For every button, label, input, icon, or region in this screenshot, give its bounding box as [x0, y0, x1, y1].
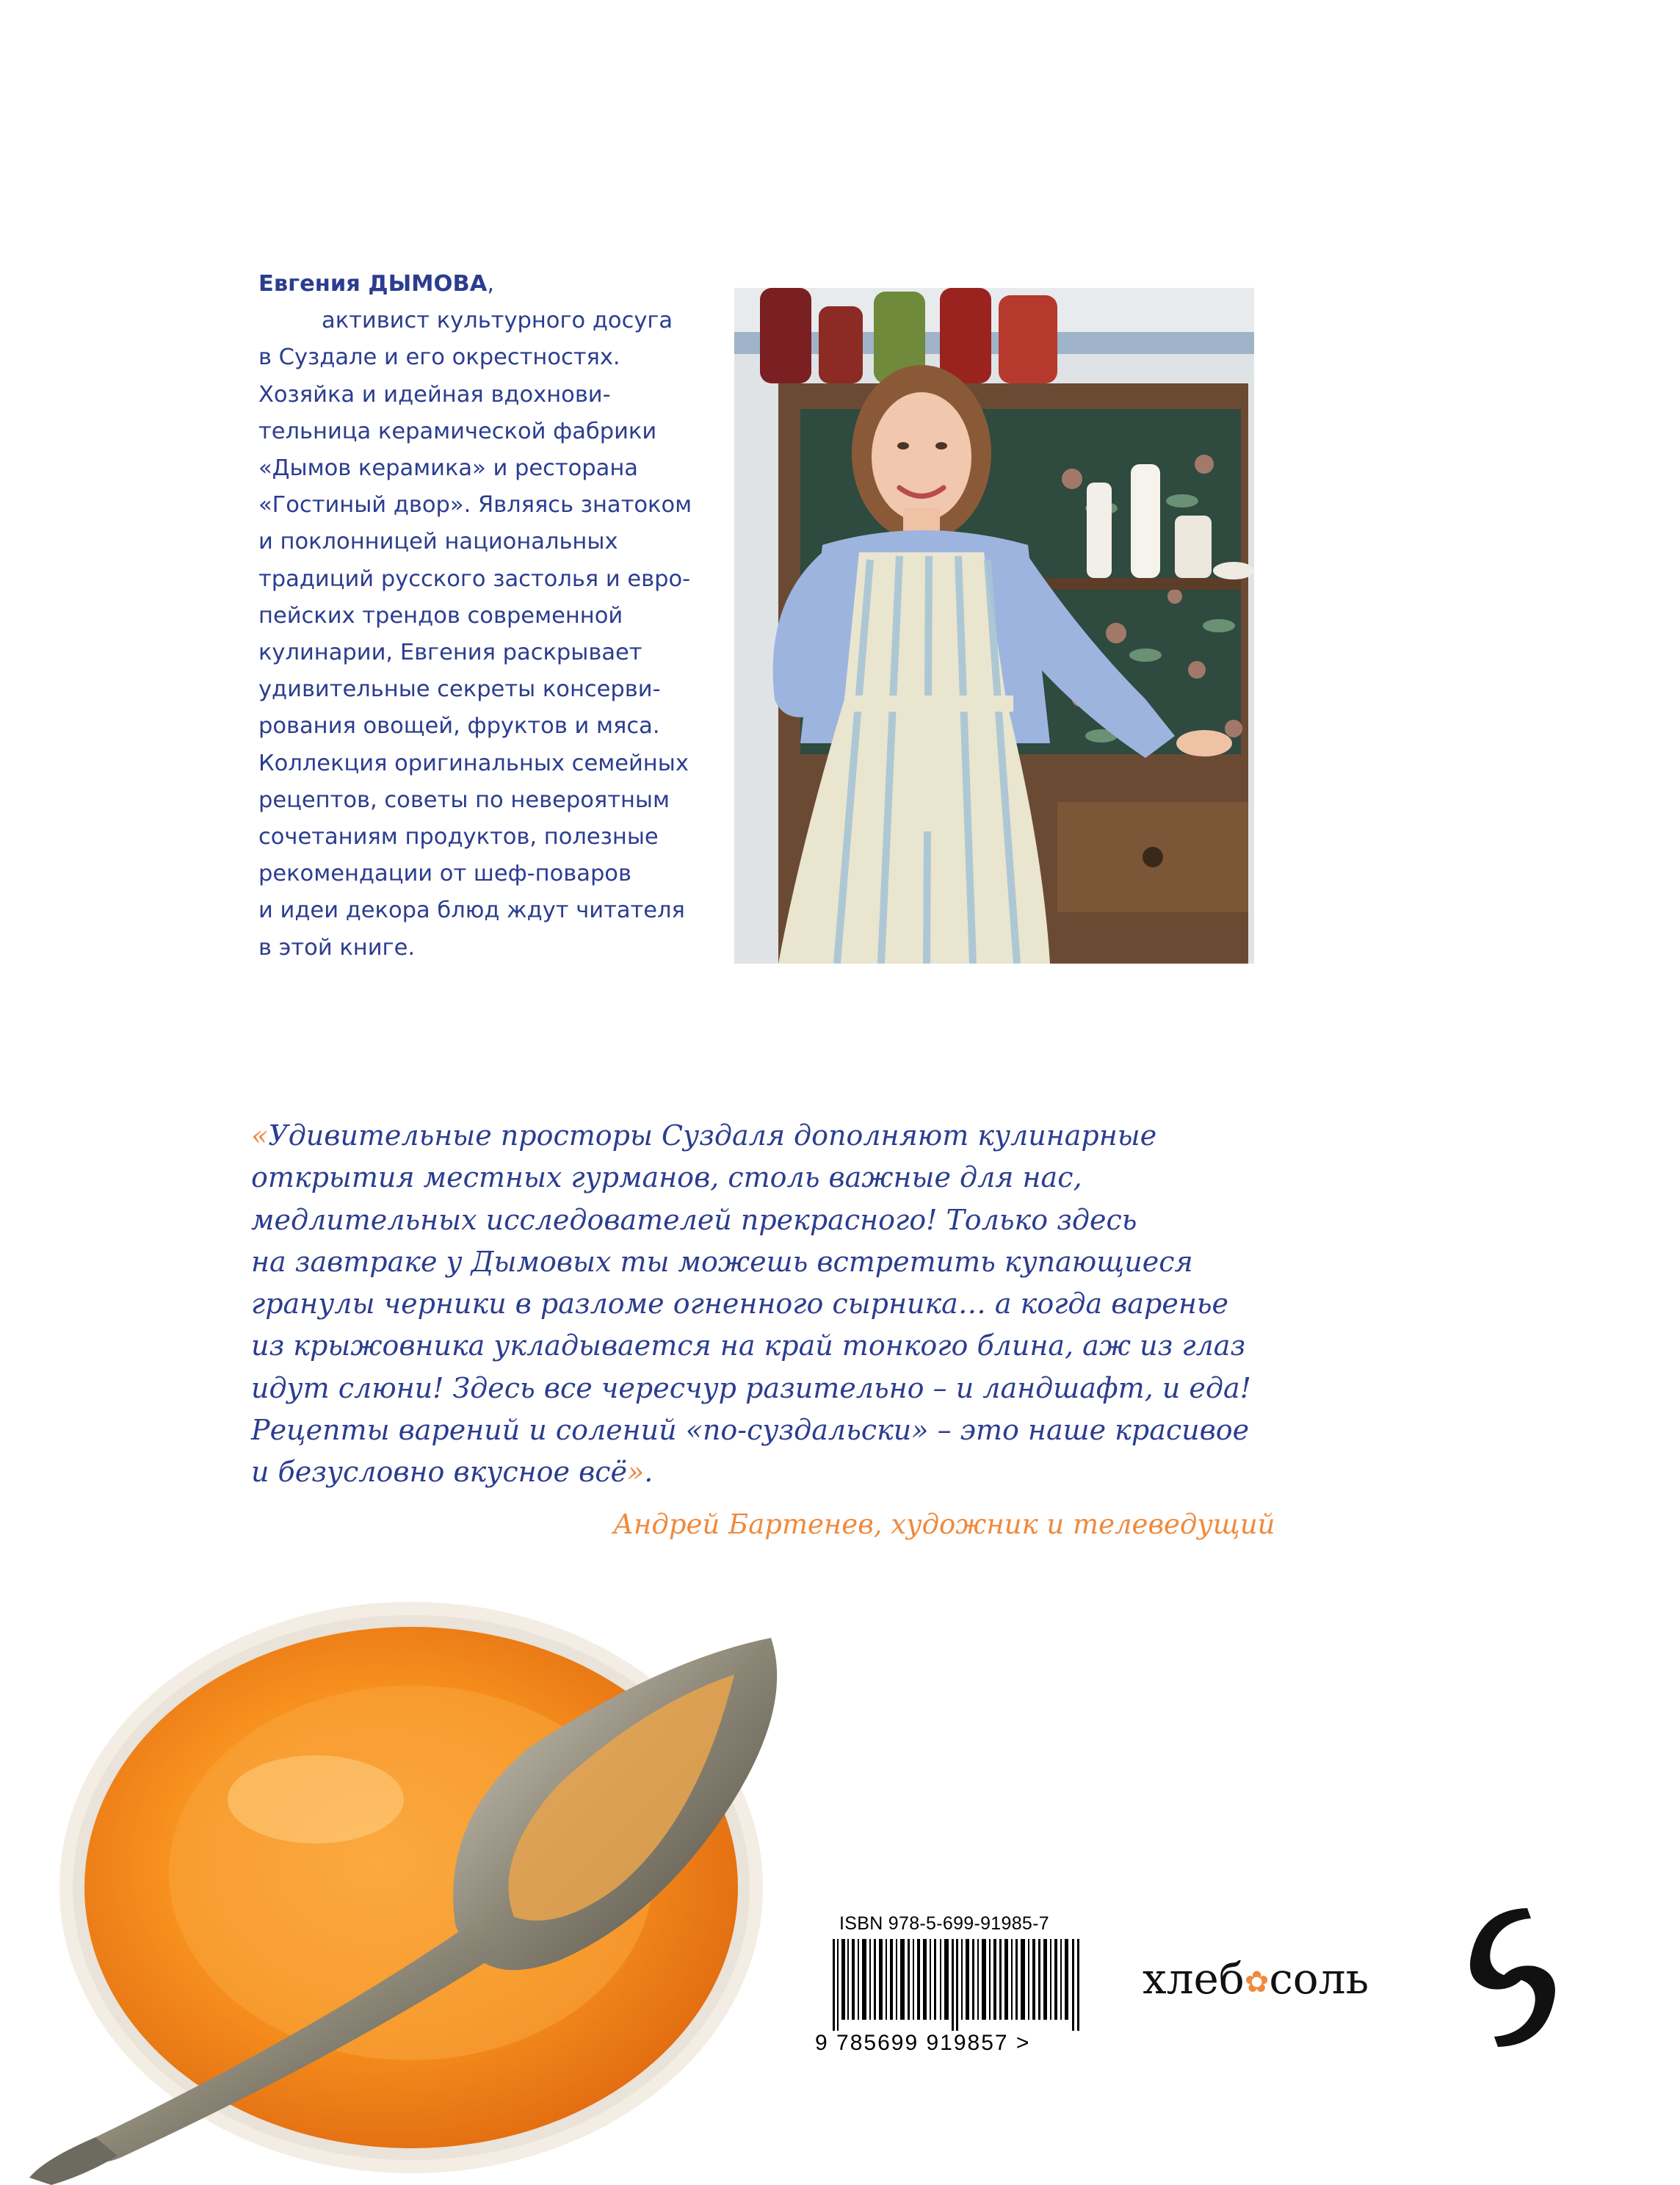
quote-open-mark: « [251, 1119, 269, 1152]
quote-line: идут слюни! Здесь все чересчур разительно – и ландшафт, и еда! [251, 1371, 1251, 1404]
quote-close-mark: » [626, 1456, 645, 1489]
bio-line: кулинарии, Евгения раскрывает [258, 640, 642, 666]
bio-line: и идеи декора блюд ждут читателя [258, 898, 685, 924]
quote-attribution: Андрей Бартенев, художник и телеведущий [613, 1509, 1275, 1540]
bio-line: Хозяйка и идейная вдохнови- [258, 381, 611, 408]
bio-line: в этой книге. [258, 934, 416, 961]
eksmo-logo [1458, 1902, 1568, 2053]
bio-line: пейских трендов современной [258, 602, 623, 629]
quote-line: «Удивительные просторы Суздаля дополняют кулинарные [251, 1119, 1157, 1152]
bio-line: «Дымов керамика» и ресторана [258, 455, 638, 482]
quote-line: на завтраке у Дымовых ты можешь встретить купающиеся [251, 1245, 1193, 1278]
bio-line: сочетаниям продуктов, полезные [258, 824, 659, 850]
quote-line: медлительных исследователей прекрасного! Только здесь [251, 1203, 1137, 1236]
barcode [830, 1939, 1083, 2031]
jam-jar-image [0, 1579, 830, 2185]
quote-line: из крыжовника укладывается на край тонкого блина, аж из глаз [251, 1329, 1246, 1362]
author-photo [734, 288, 1254, 964]
flower-icon: ✿ [1244, 1965, 1270, 1999]
quote-block [251, 1115, 1353, 1494]
barcode-digits: 9 785699 919857 > [815, 2031, 1031, 2055]
author-bio [258, 266, 699, 967]
quote-line: Рецепты варений и солений «по-суздальски» – это наше красивое [251, 1414, 1250, 1447]
bio-line: рецептов, советы по невероятным [258, 787, 670, 813]
quote-line: открытия местных гурманов, столь важные для нас, [251, 1161, 1082, 1194]
bio-line: «Гостиный двор». Являясь знатоком [258, 492, 692, 519]
quote-line: гранулы черники в разломе огненного сырника… а когда варенье [251, 1287, 1229, 1321]
author-name: Евгения ДЫМОВА, [258, 271, 495, 297]
bio-line: тельница керамической фабрики [258, 418, 657, 444]
bio-line: в Суздале и его окрестностях. [258, 344, 620, 371]
isbn-label: ISBN 978-5-699-91985-7 [839, 1913, 1049, 1934]
bio-line: рования овощей, фруктов и мяса. [258, 713, 660, 740]
bio-line: активист культурного досуга [322, 308, 673, 334]
bio-line: рекомендации от шеф-поваров [258, 861, 631, 887]
bio-line: удивительные секреты консерви- [258, 676, 661, 703]
bio-line: и поклонницей национальных [258, 529, 618, 555]
bio-line: традиций русского застолья и евро- [258, 566, 691, 592]
hleb-sol-logo: хлеб✿соль [1143, 1954, 1369, 2004]
quote-line: и безусловно вкусное всё». [251, 1456, 653, 1489]
bio-line: Коллекция оригинальных семейных [258, 750, 689, 776]
